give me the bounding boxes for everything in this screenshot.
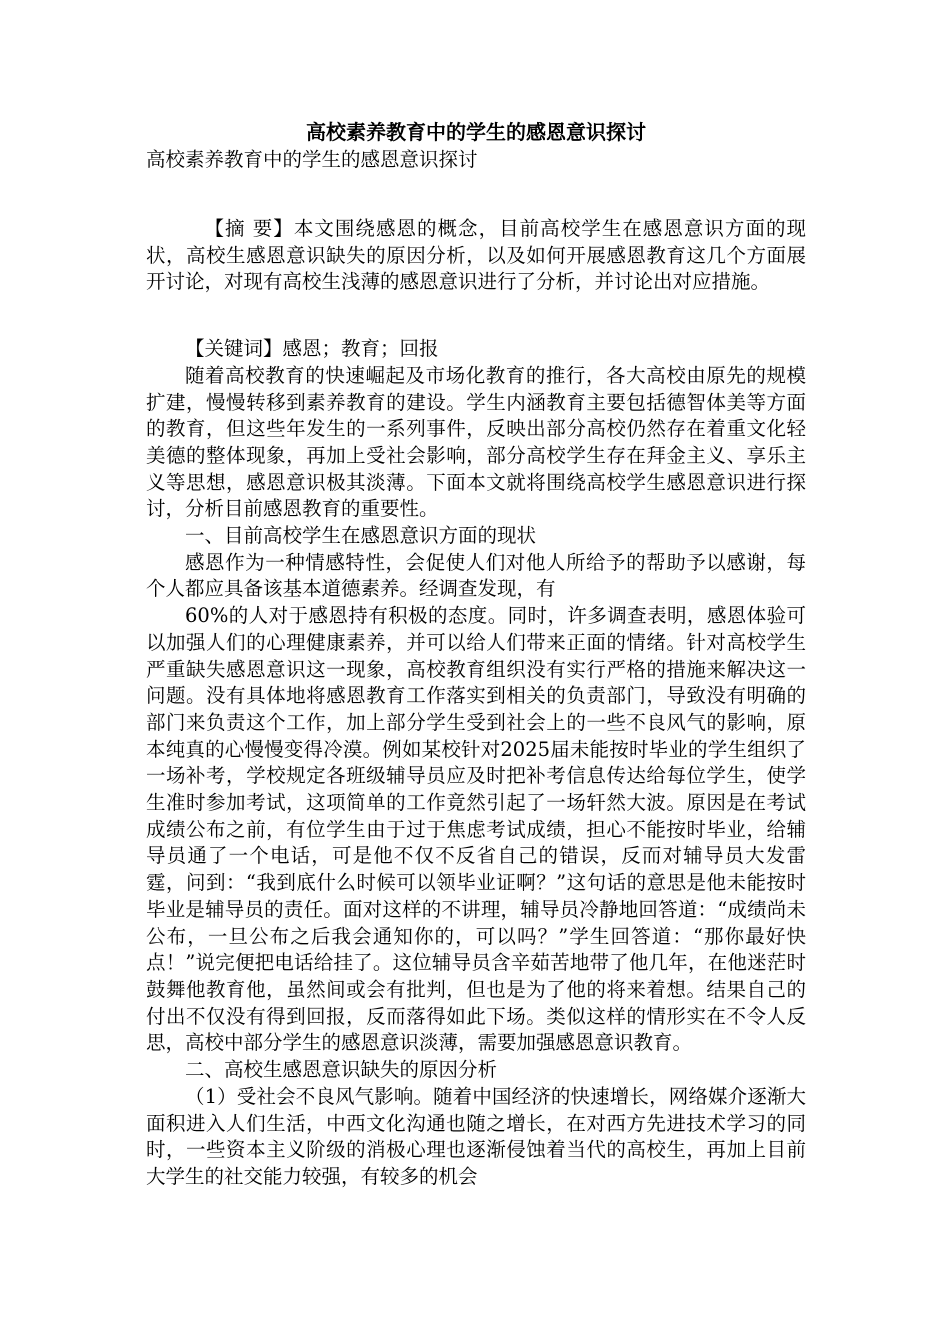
document-subtitle: 高校素养教育中的学生的感恩意识探讨 (146, 148, 478, 171)
section-heading: 一、目前高校学生在感恩意识方面的现状 (185, 524, 537, 548)
abstract-paragraph: 【摘 要】本文围绕感恩的概念，目前高校学生在感恩意识方面的现状，高校生感恩意识缺失的原因分析，以及如何开展感恩教育这几个方面展开讨论，对现有高校生浅薄的感恩意识进行了分析，并讨论出对应措施。 (146, 217, 806, 294)
body-paragraph: 随着高校教育的快速崛起及市场化教育的推行，各大高校由原先的规模扩建，慢慢转移到素养教育的建设。学生内涵教育主要包括德智体美等方面的教育，但这些年发生的一系列事件，反映出部分高校仍然存在着重文化轻美德的整体现象，再加上受社会影响，部分高校学生存在拜金主义、享乐主义等思想，感恩意识极其淡薄。下面本文就将围绕高校学生感恩意识进行探讨，分析目前感恩教育的重要性。 (146, 363, 806, 521)
document-title: 高校素养教育中的学生的感恩意识探讨 (306, 120, 646, 144)
document-page (146, 118, 806, 1191)
body-paragraph: 60%的人对于感恩持有积极的态度。同时，许多调查表明，感恩体验可以加强人们的心理健康素养，并可以给人们带来正面的情绪。针对高校学生严重缺失感恩意识这一现象，高校教育组织没有实行严格的措施来解决这一问题。没有具体地将感恩教育工作落实到相关的负责部门，导致没有明确的部门来负责这个工作，加上部分学生受到社会上的一些不良风气的影响，原本纯真的心慢慢变得冷漠。例如某校针对2025届未能按时毕业的学生组织了一场补考，学校规定各班级辅导员应及时把补考信息传达给每位学生，使学生准时参加考试，这项简单的工作竟然引起了一场轩然大波。原因是在考试成绩公布之前，有位学生由于过于焦虑考试成绩，担心不能按时毕业，给辅导员通了一个电话，可是他不仅不反省自己的错误，反而对辅导员大发雷霆，问到：“我到底什么时候可以领毕业证啊？”这句话的意思是他未能按时毕业是辅导员的责任。面对这样的不讲理，辅导员冷静地回答道：“成绩尚未公布，一旦公布之后我会通知你的，可以吗？”学生回答道：“那你最好快点！”说完便把电话给挂了。这位辅导员含辛茹苦地带了他几年，在他迷茫时鼓舞他教育他，虽然间或会有批判，但也是为了他的将来着想。结果自己的付出不仅没有得到回报，反而落得如此下场。类似这样的情形实在不令人反思，高校中部分学生的感恩意识淡薄，需要加强感恩意识教育。 (146, 604, 806, 1055)
body-paragraph: 感恩作为一种情感特性，会促使人们对他人所给予的帮助予以感谢，每个人都应具备该基本道德素养。经调查发现，有 (146, 550, 806, 601)
body-paragraph: （1）受社会不良风气影响。随着中国经济的快速增长，网络媒介逐渐大面积进入人们生活，中西文化沟通也随之增长，在对西方先进技术学习的同时，一些资本主义阶级的消极心理也逐渐侵蚀着当代的高校生，再加上目前大学生的社交能力较强，有较多的机会 (146, 1084, 806, 1188)
keywords-line: 【关键词】感恩；教育；回报 (185, 337, 439, 361)
section-heading: 二、高校生感恩意识缺失的原因分析 (185, 1058, 498, 1082)
